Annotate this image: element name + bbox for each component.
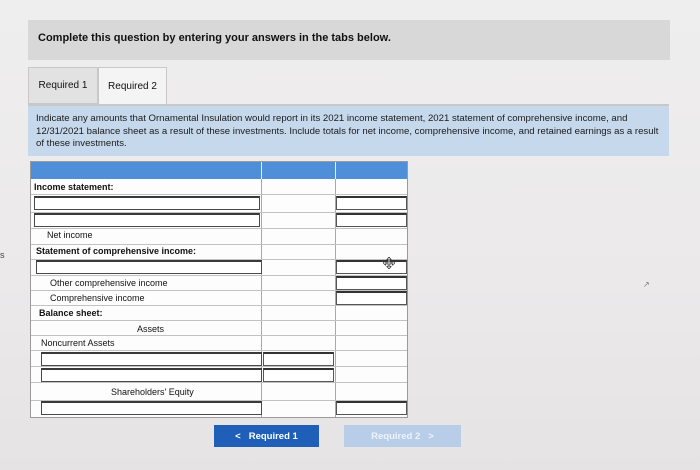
other-ci-label: Other comprehensive income — [50, 278, 168, 288]
bs-amount-input-1[interactable] — [263, 352, 334, 366]
header-divider — [335, 162, 336, 179]
row-line — [31, 335, 407, 336]
row-line — [31, 366, 407, 367]
chevron-left-icon: < — [235, 430, 241, 442]
other-ci-amount-input[interactable] — [336, 276, 407, 290]
assets-label: Assets — [137, 324, 165, 334]
income-statement-label: Income statement: — [34, 182, 114, 192]
tab-required-2[interactable]: Required 2 — [98, 67, 167, 104]
banner-title: Complete this question by entering your answers in the tabs below. — [38, 32, 391, 44]
header-divider — [261, 162, 262, 179]
next-required-2-button — [344, 425, 461, 447]
comprehensive-income-label: Comprehensive income — [50, 293, 145, 303]
prev-button-label: Required 1 — [248, 430, 298, 442]
row-line — [31, 244, 407, 245]
edge-mark: s — [0, 250, 5, 260]
chevron-right-icon: > — [428, 430, 434, 442]
row-line — [31, 305, 407, 306]
income-account-input-1[interactable] — [34, 196, 260, 210]
shareholders-equity-label: Shareholders' Equity — [111, 387, 194, 397]
bs-amount-input-2[interactable] — [263, 368, 334, 382]
instruction-text: Indicate any amounts that Ornamental Insulation would report in its 2021 income statement, 2021 statement of comprehensive income, and 12/31/2021 balance sheet as a result of these investments. Include totals for net income, comprehensive income, and retained earnings as a result of these investments. — [28, 106, 669, 156]
row-line — [31, 320, 407, 321]
comprehensive-income-amount-input[interactable] — [336, 291, 407, 305]
row-line — [31, 194, 407, 195]
table-header — [31, 162, 407, 179]
row-line — [31, 382, 407, 383]
prev-required-1-button[interactable] — [214, 425, 319, 447]
income-amount-input-2[interactable] — [336, 213, 407, 227]
equity-amount-input[interactable] — [336, 401, 407, 415]
instruction-banner — [28, 20, 670, 60]
income-amount-input-1[interactable] — [336, 196, 407, 210]
decorative-mark: ↗ — [643, 280, 650, 289]
income-account-input-2[interactable] — [34, 213, 260, 227]
tab-required-1[interactable]: Required 1 — [28, 67, 98, 104]
next-button-label: Required 2 — [371, 430, 421, 442]
noncurrent-assets-label: Noncurrent Assets — [41, 338, 115, 348]
move-cursor-icon — [383, 257, 395, 269]
ci-amount-input[interactable] — [336, 260, 407, 274]
ci-account-input[interactable] — [36, 260, 262, 274]
balance-sheet-label: Balance sheet: — [39, 308, 103, 318]
statement-ci-label: Statement of comprehensive income: — [36, 246, 197, 256]
equity-account-input[interactable] — [41, 401, 262, 415]
net-income-label: Net income — [47, 230, 93, 240]
row-line — [31, 350, 407, 351]
row-line — [31, 228, 407, 229]
answer-table — [30, 161, 408, 418]
bs-account-input-1[interactable] — [41, 352, 262, 366]
bs-account-input-2[interactable] — [41, 368, 262, 382]
